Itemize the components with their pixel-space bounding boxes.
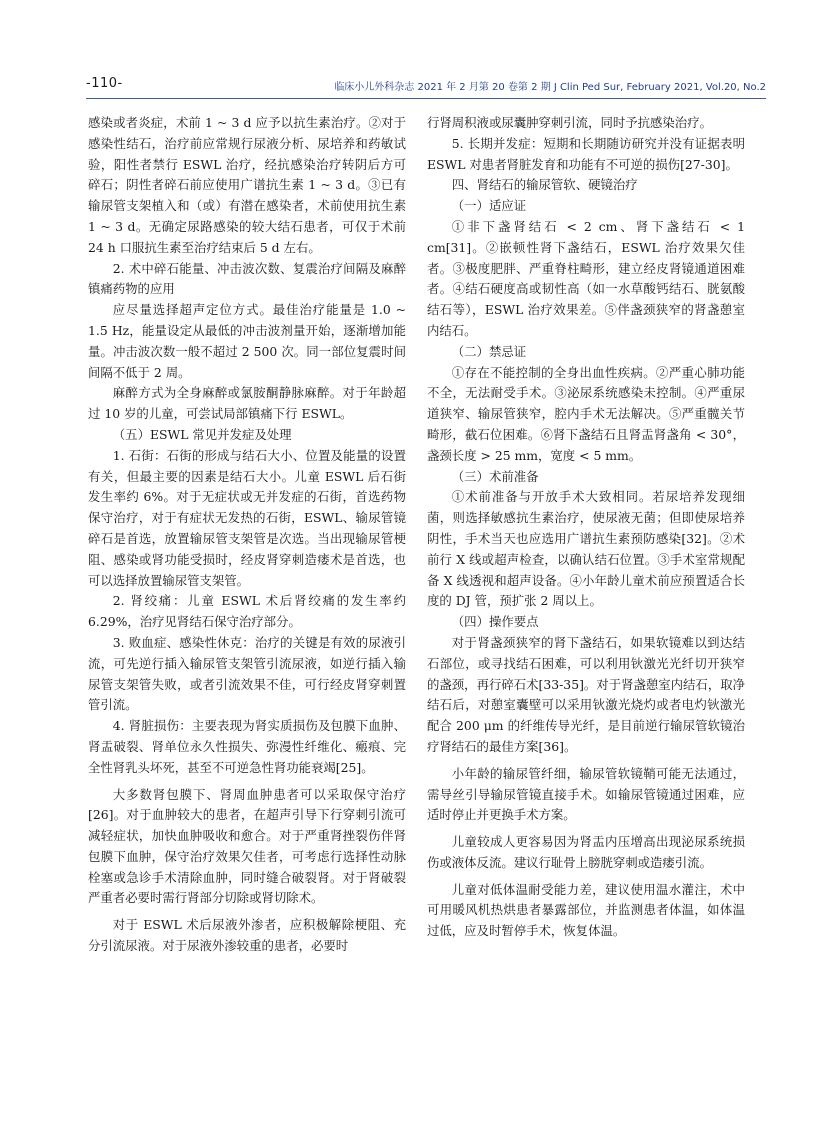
paragraph: 应尽量选择超声定位方式。最佳治疗能量是 1.0 ~ 1.5 Hz，能量设定从最低的冲击波剂量开始，逐渐增加能量。冲击波次数一般不超过 2 500 次。同一部位复震时间间隔不低于 2 周。 xyxy=(88,302,406,380)
paragraph: 大多数肾包膜下、肾周血肿患者可以采取保守治疗[26]。对于血肿较大的患者，在超声引导下行穿刺引流可减轻症状，加快血肿吸收和愈合。对于严重肾挫裂伤伴肾包膜下血肿，保守治疗效果欠佳者，可考虑行选择性动脉栓塞或急诊手术清除血肿，同时缝合破裂肾。对于肾破裂严重者必要时需行肾部分切除或肾切除术。 xyxy=(88,786,406,906)
paragraph: 行肾周积液或尿囊肿穿刺引流，同时予抗感染治疗。 xyxy=(427,115,712,130)
paragraph: 儿童对低体温耐受能力差，建议使用温水灌注，术中可用暖风机热烘患者暴露部位，并监测患者体温，如体温过低，应及时暂停手术，恢复体温。 xyxy=(427,881,745,939)
paragraph: 小年龄的输尿管纤细，输尿管软镜鞘可能无法通过，需导丝引导输尿管镜直接手术。如输尿管镜通过困难，应适时停止并更换手术方案。 xyxy=(427,765,745,823)
paragraph: 儿童较成人更容易因为肾盂内压增高出现泌尿系统损伤或液体反流。建议行耻骨上膀胱穿刺或造瘘引流。 xyxy=(427,834,745,870)
paragraph: ①存在不能控制的全身出血性疾病。②严重心肺功能不全，无法耐受手术。③泌尿系统感染未控制。④严重尿道狭窄、输尿管狭窄，腔内手术无法解决。⑤严重髋关节畸形，截石位困难。⑥肾下盏结石且肾盂肾盏角 < 30°，盏颈长度 > 25 mm，宽度 < 5 mm。 xyxy=(427,364,745,463)
paragraph: 2. 肾绞痛：儿童 ESWL 术后肾绞痛的发生率约 6.29%，治疗见肾结石保守治疗部分。 xyxy=(88,593,406,630)
subheading: （四）操作要点 xyxy=(451,614,539,630)
section-heading: （五）ESWL 常见并发症及处理 xyxy=(112,426,292,442)
subheading: 2. 术中碎石能量、冲击波次数、复震治疗间隔及麻醉镇痛药物的应用 xyxy=(88,260,406,297)
paragraph: 麻醉方式为全身麻醉或氯胺酮静脉麻醉。对于年龄超过 10 岁的儿童，可尝试局部镇痛下行 ESWL。 xyxy=(88,385,406,422)
journal-header: 临床小儿外科杂志 2021 年 2 月第 20 卷第 2 期 J Clin Ped Sur, February 2021, Vol.20, No.2 xyxy=(334,82,766,93)
subheading: （一）适应证 xyxy=(451,198,527,214)
paragraph: 3. 败血症、感染性休克：治疗的关键是有效的尿液引流，可先逆行插入输尿管支架管引流尿液，如逆行插入输尿管支架管失败，或者引流效果不佳，可行经皮肾穿刺置管引流。 xyxy=(88,634,406,713)
subheading: （三）术前准备 xyxy=(451,468,539,484)
subheading: （二）禁忌证 xyxy=(451,343,527,359)
header-rule xyxy=(86,98,766,99)
left-column xyxy=(88,113,406,1063)
paragraph: 感染或者炎症，术前 1 ~ 3 d 应予以抗生素治疗。②对于感染性结石，治疗前应常规行尿液分析、尿培养和药敏试验，阳性者禁行 ESWL 治疗，经抗感染治疗转阴后方可碎石；阴性者碎石前应使用广谱抗生素 1 ~ 3 d。③已有输尿管支架植入和（或）有潜在感染者，术前使用抗生素 1 ~ 3 d。无确定尿路感染的较大结石患者，可仅于术前 24 h 口服抗生素至治疗结束后 5 d 左右。 xyxy=(88,115,406,255)
page-number: -110- xyxy=(86,76,123,91)
paragraph: 5. 长期并发症：短期和长期随访研究并没有证据表明 ESWL 对患者肾脏发育和功能有不可逆的损伤[27-30]。 xyxy=(427,135,745,172)
paragraph: ①术前准备与开放手术大致相同。若尿培养发现细菌，则选择敏感抗生素治疗，使尿液无菌；但即使尿培养阴性，手术当天也应选用广谱抗生素预防感染[32]。②术前行 X 线或超声检查，以确认结石位置。③手术室常规配备 X 线透视和超声设备。④小年龄儿童术前应预置适合长度的 DJ 管，预扩张 2 周以上。 xyxy=(427,489,745,609)
section-heading: 四、肾结石的输尿管软、硬镜治疗 xyxy=(451,177,638,193)
paragraph: 对于肾盏颈狭窄的肾下盏结石，如果软镜难以到达结石部位，或寻找结石困难，可以利用钬激光光纤切开狭窄的盏颈，再行碎石术[33-35]。对于肾盏憩室内结石，取净结石后，对憩室囊壁可以采用钬激光烧灼或者电灼钬激光配合 200 μm 的纤维传导光纤，是目前逆行输尿管软镜治疗肾结石的最佳方案[36]。 xyxy=(427,634,745,754)
paragraph: ①非下盏肾结石 < 2 cm、肾下盏结石 < 1 cm[31]。②嵌顿性肾下盏结石，ESWL 治疗效果欠佳者。③极度肥胖、严重脊柱畸形，建立经皮肾镜通道困难者。④结石硬度高或韧性高（如一水草酸钙结石、胱氨酸结石等），ESWL 治疗效果差。⑤伴盏颈狭窄的肾盏憩室内结石。 xyxy=(427,218,745,338)
paragraph: 1. 石街：石街的形成与结石大小、位置及能量的设置有关，但最主要的因素是结石大小。儿童 ESWL 后石街发生率约 6%。对于无症状或无并发症的石街，首选药物保守治疗，对于有症状无发热的石街，ESWL、输尿管镜碎石是首选，放置输尿管支架管是次选。当出现输尿管梗阻、感染或肾功能受损时，经皮肾穿刺造瘘术是首选，也可以选择放置输尿管支架管。 xyxy=(88,447,406,588)
right-column xyxy=(427,113,745,1063)
paragraph: 对于 ESWL 术后尿液外渗者，应积极解除梗阻、充分引流尿液。对于尿液外渗较重的患者，必要时 xyxy=(88,917,406,954)
paragraph: 4. 肾脏损伤：主要表现为肾实质损伤及包膜下血肿、肾盂破裂、肾单位永久性损失、弥漫性纤维化、瘢痕、完全性肾乳头坏死，甚至不可逆急性肾功能衰竭[25]。 xyxy=(88,718,406,775)
